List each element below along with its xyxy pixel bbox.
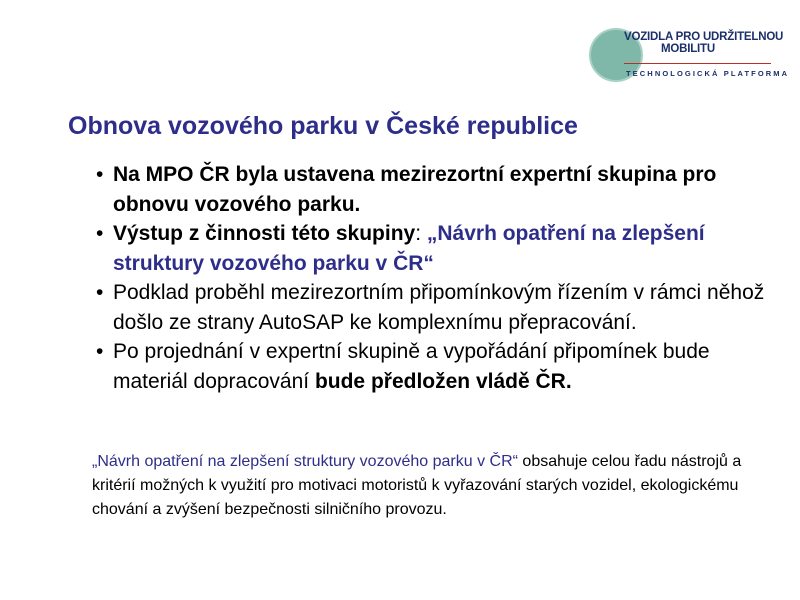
logo-divider (624, 63, 771, 64)
bullet-bold-tail: bude předložen vládě ČR. (314, 369, 572, 393)
logo-name (624, 31, 783, 55)
bullet-text: Po projednání v expertní skupině a vypořádání připomínek bude materiál dopracování (113, 340, 710, 393)
bullet-item (96, 278, 766, 337)
bullet-text: Na MPO ČR byla ustavena mezirezortní expertní skupina pro obnovu vozového parku. (113, 163, 717, 216)
bullet-separator: : (415, 222, 427, 245)
note-text: obsahuje celou řadu nástrojů a kritérií možných k využití pro motivaci motoristů k vyřazování starých vozidel, ekologickému chování a zvýšení bezpečnosti silničního provozu. (92, 453, 742, 518)
bullet-text: Podklad proběhl mezirezortním připomínkovým řízením v rámci něhož došlo ze strany AutoSAP ke komplexnímu přepracování. (113, 281, 765, 334)
logo-subtitle: TECHNOLOGICKÁ PLATFORMA (626, 69, 790, 78)
bullet-item (96, 219, 766, 278)
logo-line1: VOZIDLA PRO UDRŽITELNOU (624, 31, 784, 43)
slide-title: Obnova vozového parku v České republice (68, 112, 578, 140)
platform-logo (586, 27, 790, 87)
summary-note (92, 450, 782, 522)
bullet-highlight: „Návrh opatření na zlepšení struktury vozového parku v ČR“ (113, 222, 705, 275)
note-highlight: „Návrh opatření na zlepšení struktury vozového parku v ČR“ (92, 453, 518, 470)
logo-line2: MOBILITU (661, 43, 715, 55)
bullet-item (96, 160, 766, 219)
bullet-item (96, 337, 766, 396)
bullet-lead: Výstup z činnosti této skupiny (113, 222, 416, 245)
bullet-list (96, 160, 766, 396)
